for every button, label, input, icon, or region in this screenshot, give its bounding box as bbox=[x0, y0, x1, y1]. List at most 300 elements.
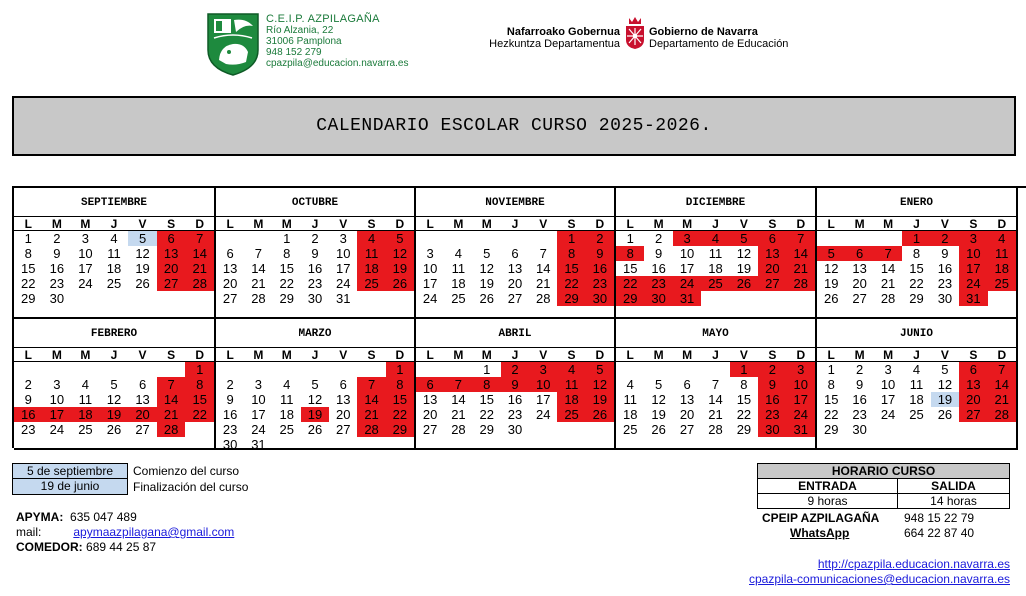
month-name: ABRIL bbox=[416, 319, 614, 348]
day-cell: 3 bbox=[339, 231, 347, 246]
day-cell: 22 bbox=[21, 276, 36, 291]
weekday-header: V bbox=[128, 217, 157, 231]
day-cell: 30 bbox=[507, 422, 523, 437]
empty-cell bbox=[444, 362, 472, 377]
day-cell: 23 bbox=[21, 422, 36, 437]
day-cell: 9 bbox=[856, 377, 864, 392]
day-cell: 1 bbox=[185, 362, 214, 377]
day-cell: 22 bbox=[279, 276, 294, 291]
day-cell: 5 bbox=[586, 362, 614, 377]
empty-cell bbox=[501, 231, 529, 246]
day-cell: 1 bbox=[730, 362, 758, 377]
day-cell: 14 bbox=[787, 246, 815, 261]
weekday-header: D bbox=[185, 217, 214, 231]
weekday-header: M bbox=[845, 217, 873, 231]
day-cell: 8 bbox=[912, 246, 921, 261]
empty-cell bbox=[644, 362, 672, 377]
day-cell: 26 bbox=[586, 407, 614, 422]
month-name: MARZO bbox=[216, 319, 414, 348]
day-cell: 6 bbox=[416, 377, 444, 392]
empty-cell bbox=[216, 362, 244, 377]
empty-cell bbox=[128, 437, 157, 452]
day-cell: 5 bbox=[128, 231, 157, 246]
day-cell: 13 bbox=[422, 392, 438, 407]
empty-cell bbox=[557, 437, 585, 452]
weekday-header: D bbox=[988, 217, 1016, 231]
day-cell: 4 bbox=[626, 377, 634, 392]
empty-cell bbox=[329, 362, 357, 377]
day-cell: 25 bbox=[451, 291, 466, 306]
day-cell: 20 bbox=[758, 261, 786, 276]
day-cell: 23 bbox=[307, 276, 323, 291]
weekday-header: V bbox=[128, 348, 157, 362]
day-cell: 29 bbox=[386, 422, 414, 437]
day-cell: 31 bbox=[251, 437, 266, 452]
weekday-header: S bbox=[557, 348, 585, 362]
day-cell: 21 bbox=[988, 392, 1016, 407]
day-cell: 22 bbox=[909, 276, 924, 291]
day-cell: 9 bbox=[311, 246, 319, 261]
day-cell: 12 bbox=[823, 261, 839, 276]
day-cell: 21 bbox=[708, 407, 723, 422]
day-cell: 7 bbox=[874, 246, 902, 261]
day-cell: 9 bbox=[655, 246, 663, 261]
day-cell: 4 bbox=[357, 231, 385, 246]
day-cell: 7 bbox=[157, 377, 186, 392]
day-cell: 17 bbox=[536, 392, 551, 407]
day-cell: 15 bbox=[479, 392, 494, 407]
day-cell: 26 bbox=[730, 276, 758, 291]
day-cell: 27 bbox=[959, 407, 987, 422]
weekday-header: M bbox=[644, 217, 672, 231]
empty-cell bbox=[701, 291, 729, 306]
calendar-title: CALENDARIO ESCOLAR CURSO 2025-2026. bbox=[12, 96, 1016, 156]
day-cell: 25 bbox=[106, 276, 122, 291]
day-cell: 28 bbox=[357, 422, 385, 437]
weekday-header: M bbox=[473, 348, 501, 362]
weekday-header: V bbox=[730, 348, 758, 362]
weekday-header: D bbox=[787, 348, 815, 362]
day-cell: 18 bbox=[357, 261, 385, 276]
day-cell: 28 bbox=[880, 291, 896, 306]
day-cell: 18 bbox=[557, 392, 585, 407]
empty-cell bbox=[416, 231, 444, 246]
day-cell: 20 bbox=[128, 407, 157, 422]
day-cell: 10 bbox=[529, 377, 557, 392]
day-cell: 4 bbox=[701, 231, 729, 246]
empty-cell bbox=[386, 437, 414, 452]
weekday-header: L bbox=[416, 217, 444, 231]
day-cell: 14 bbox=[708, 392, 723, 407]
day-cell: 24 bbox=[880, 407, 896, 422]
day-cell: 18 bbox=[708, 261, 723, 276]
day-cell: 22 bbox=[557, 276, 585, 291]
day-cell: 27 bbox=[157, 276, 186, 291]
empty-cell bbox=[616, 437, 644, 452]
weekday-header: S bbox=[157, 348, 186, 362]
month-8 bbox=[416, 319, 616, 450]
salida-time: 14 horas bbox=[898, 494, 1010, 509]
day-cell: 16 bbox=[14, 407, 43, 422]
day-cell: 27 bbox=[507, 291, 523, 306]
day-cell: 23 bbox=[586, 276, 614, 291]
day-cell: 7 bbox=[539, 246, 547, 261]
day-cell: 17 bbox=[78, 261, 93, 276]
day-cell: 11 bbox=[357, 246, 385, 261]
empty-cell bbox=[730, 291, 758, 306]
day-cell: 25 bbox=[557, 407, 585, 422]
empty-cell bbox=[787, 291, 815, 306]
day-cell: 11 bbox=[623, 392, 637, 407]
day-cell: 23 bbox=[222, 422, 238, 437]
legend-end-row bbox=[12, 479, 248, 495]
day-cell: 24 bbox=[251, 422, 266, 437]
weekday-header: S bbox=[758, 217, 786, 231]
day-cell: 12 bbox=[135, 246, 150, 261]
weekday-header: M bbox=[43, 217, 72, 231]
apyma-email-link[interactable]: apymaazpilagana@gmail.com bbox=[73, 525, 235, 539]
empty-cell bbox=[673, 437, 701, 452]
day-cell: 23 bbox=[644, 276, 672, 291]
empty-cell bbox=[730, 437, 758, 452]
day-cell: 2 bbox=[53, 231, 61, 246]
weekday-header: J bbox=[902, 348, 930, 362]
day-cell: 22 bbox=[823, 407, 839, 422]
day-cell: 13 bbox=[222, 261, 238, 276]
legend-end-text: Finalización del curso bbox=[133, 480, 249, 494]
day-cell: 8 bbox=[827, 377, 835, 392]
weekday-header: S bbox=[758, 348, 786, 362]
weekday-header: L bbox=[216, 348, 244, 362]
weekday-header: D bbox=[787, 217, 815, 231]
day-cell: 5 bbox=[817, 246, 845, 261]
day-cell: 7 bbox=[444, 377, 472, 392]
day-cell: 15 bbox=[185, 392, 214, 407]
empty-cell bbox=[673, 362, 701, 377]
school-info bbox=[266, 14, 408, 69]
empty-cell bbox=[416, 362, 444, 377]
weekday-header: V bbox=[931, 348, 959, 362]
day-cell: 23 bbox=[507, 407, 523, 422]
month-4 bbox=[616, 188, 817, 319]
weekday-header: M bbox=[673, 217, 701, 231]
day-cell: 2 bbox=[655, 231, 663, 246]
day-cell: 3 bbox=[884, 362, 892, 377]
apyma-phone: 635 047 489 bbox=[70, 510, 137, 524]
weekday-header: M bbox=[444, 217, 472, 231]
empty-cell bbox=[529, 231, 557, 246]
day-cell: 2 bbox=[758, 362, 786, 377]
day-cell: 21 bbox=[357, 407, 385, 422]
day-cell: 9 bbox=[24, 392, 32, 407]
day-cell: 17 bbox=[679, 261, 695, 276]
day-cell: 20 bbox=[422, 407, 438, 422]
weekday-header: M bbox=[644, 348, 672, 362]
navarra-crest-icon bbox=[624, 16, 646, 50]
day-cell: 1 bbox=[902, 231, 930, 246]
cpeip-phone: 948 15 22 79 bbox=[904, 511, 975, 525]
day-cell: 16 bbox=[758, 392, 786, 407]
day-cell: 14 bbox=[251, 261, 266, 276]
empty-cell bbox=[357, 362, 385, 377]
empty-cell bbox=[71, 362, 100, 377]
day-cell: 21 bbox=[536, 276, 551, 291]
empty-cell bbox=[157, 291, 186, 306]
day-cell: 9 bbox=[226, 392, 234, 407]
empty-cell bbox=[273, 437, 301, 452]
empty-cell bbox=[758, 291, 786, 306]
day-cell: 31 bbox=[959, 291, 987, 306]
school-calendar bbox=[12, 186, 1026, 452]
day-cell: 20 bbox=[157, 261, 186, 276]
day-cell: 8 bbox=[24, 246, 32, 261]
day-cell: 28 bbox=[708, 422, 723, 437]
day-cell: 13 bbox=[157, 246, 186, 261]
gov-basque-name: Nafarroako Gobernua bbox=[506, 26, 620, 38]
day-cell: 28 bbox=[536, 291, 551, 306]
day-cell: 22 bbox=[185, 407, 214, 422]
empty-cell bbox=[185, 437, 214, 452]
day-cell: 8 bbox=[386, 377, 414, 392]
day-cell: 10 bbox=[959, 246, 987, 261]
day-cell: 12 bbox=[307, 392, 323, 407]
day-cell: 11 bbox=[708, 246, 723, 261]
empty-cell bbox=[473, 437, 501, 452]
day-cell: 28 bbox=[185, 276, 214, 291]
communications-email-link[interactable]: cpazpila-comunicaciones@educacion.navarra.es bbox=[749, 572, 1010, 586]
day-cell: 13 bbox=[336, 392, 351, 407]
day-cell: 3 bbox=[53, 377, 61, 392]
day-cell: 16 bbox=[586, 261, 614, 276]
day-cell: 12 bbox=[937, 377, 953, 392]
salida-label: SALIDA bbox=[898, 479, 1010, 494]
empty-cell bbox=[501, 437, 529, 452]
day-cell: 26 bbox=[479, 291, 494, 306]
day-cell: 19 bbox=[479, 276, 494, 291]
day-cell: 1 bbox=[283, 231, 291, 246]
day-cell: 2 bbox=[311, 231, 319, 246]
day-cell: 24 bbox=[422, 291, 438, 306]
day-cell: 23 bbox=[49, 276, 65, 291]
empty-cell bbox=[244, 231, 272, 246]
weekday-header: L bbox=[817, 217, 845, 231]
gov-spanish-text bbox=[649, 26, 788, 50]
month-1 bbox=[14, 188, 216, 319]
comedor-phone: 689 44 25 87 bbox=[86, 540, 157, 554]
day-cell: 19 bbox=[100, 407, 129, 422]
day-cell: 6 bbox=[959, 362, 987, 377]
day-cell: 10 bbox=[78, 246, 93, 261]
weekday-header: S bbox=[557, 217, 585, 231]
day-cell: 27 bbox=[222, 291, 238, 306]
weekday-header: M bbox=[845, 348, 873, 362]
day-cell: 28 bbox=[988, 407, 1016, 422]
empty-cell bbox=[444, 231, 472, 246]
empty-cell bbox=[988, 422, 1016, 437]
school-address: Río Alzania, 22 bbox=[266, 25, 334, 36]
empty-cell bbox=[100, 291, 129, 306]
empty-cell bbox=[931, 437, 959, 452]
weekday-header: D bbox=[586, 217, 614, 231]
day-cell: 20 bbox=[222, 276, 238, 291]
empty-cell bbox=[959, 422, 987, 437]
mail-label: mail: bbox=[16, 525, 42, 539]
day-cell: 16 bbox=[507, 392, 523, 407]
day-cell: 8 bbox=[740, 377, 748, 392]
weekday-header: M bbox=[273, 348, 301, 362]
empty-cell bbox=[416, 437, 444, 452]
month-2 bbox=[216, 188, 416, 319]
empty-cell bbox=[157, 437, 186, 452]
day-cell: 25 bbox=[988, 276, 1016, 291]
empty-cell bbox=[100, 362, 129, 377]
day-cell: 13 bbox=[959, 377, 987, 392]
day-cell: 5 bbox=[110, 377, 118, 392]
empty-cell bbox=[902, 422, 930, 437]
day-cell: 13 bbox=[852, 261, 867, 276]
day-cell: 10 bbox=[679, 246, 695, 261]
day-cell: 31 bbox=[673, 291, 701, 306]
empty-cell bbox=[644, 437, 672, 452]
day-cell: 13 bbox=[135, 392, 150, 407]
weekday-header: J bbox=[701, 348, 729, 362]
day-cell: 7 bbox=[357, 377, 385, 392]
day-cell: 12 bbox=[736, 246, 752, 261]
month-name: NOVIEMBRE bbox=[416, 188, 614, 217]
weekday-header: J bbox=[301, 348, 329, 362]
website-link[interactable]: http://cpazpila.educacion.navarra.es bbox=[817, 557, 1010, 571]
day-cell: 14 bbox=[157, 392, 186, 407]
schedule-table bbox=[757, 463, 1010, 509]
day-cell: 6 bbox=[758, 231, 786, 246]
gov-basque-department: Hezkuntza Departamentua bbox=[489, 38, 620, 50]
day-cell: 27 bbox=[852, 291, 867, 306]
day-cell: 5 bbox=[655, 377, 663, 392]
day-cell: 18 bbox=[909, 392, 924, 407]
day-cell: 21 bbox=[185, 261, 214, 276]
weekday-header: J bbox=[301, 217, 329, 231]
day-cell: 11 bbox=[107, 246, 121, 261]
day-cell: 4 bbox=[81, 377, 90, 392]
empty-cell bbox=[529, 422, 557, 437]
legend-start-row bbox=[12, 463, 248, 479]
day-cell: 7 bbox=[254, 246, 263, 261]
entrada-label: ENTRADA bbox=[758, 479, 898, 494]
month-10 bbox=[817, 319, 1018, 450]
day-cell: 11 bbox=[78, 392, 93, 407]
month-name: FEBRERO bbox=[14, 319, 214, 348]
day-cell: 20 bbox=[852, 276, 867, 291]
weekday-header: M bbox=[874, 217, 902, 231]
day-cell: 9 bbox=[501, 377, 529, 392]
weekday-header: J bbox=[902, 217, 930, 231]
day-cell: 17 bbox=[43, 407, 72, 422]
day-cell: 11 bbox=[279, 392, 294, 407]
day-cell: 29 bbox=[736, 422, 752, 437]
empty-cell bbox=[71, 437, 100, 452]
day-cell: 16 bbox=[49, 261, 65, 276]
day-cell: 24 bbox=[78, 276, 93, 291]
weekday-header: M bbox=[874, 348, 902, 362]
month-9 bbox=[616, 319, 817, 450]
day-cell: 4 bbox=[110, 231, 118, 246]
day-cell: 21 bbox=[251, 276, 266, 291]
day-cell: 11 bbox=[557, 377, 585, 392]
day-cell: 19 bbox=[823, 276, 839, 291]
day-cell: 30 bbox=[937, 291, 953, 306]
day-cell: 25 bbox=[622, 422, 638, 437]
day-cell: 3 bbox=[959, 231, 987, 246]
empty-cell bbox=[473, 231, 501, 246]
day-cell: 29 bbox=[479, 422, 494, 437]
day-cell: 17 bbox=[422, 276, 438, 291]
empty-cell bbox=[586, 437, 614, 452]
weekday-header: J bbox=[100, 217, 129, 231]
empty-cell bbox=[931, 422, 959, 437]
weekday-header: D bbox=[988, 348, 1016, 362]
day-cell: 2 bbox=[931, 231, 959, 246]
day-cell: 9 bbox=[941, 246, 949, 261]
empty-cell bbox=[273, 362, 301, 377]
day-cell: 26 bbox=[386, 276, 414, 291]
day-cell: 10 bbox=[880, 377, 896, 392]
day-cell: 6 bbox=[339, 377, 347, 392]
day-cell: 4 bbox=[988, 231, 1016, 246]
day-cell: 28 bbox=[251, 291, 266, 306]
empty-cell bbox=[157, 362, 186, 377]
empty-cell bbox=[43, 437, 72, 452]
day-cell: 7 bbox=[185, 231, 214, 246]
weekday-header: M bbox=[673, 348, 701, 362]
weekday-header: M bbox=[244, 348, 272, 362]
weekday-header: L bbox=[14, 348, 43, 362]
day-cell: 16 bbox=[307, 261, 323, 276]
weekday-header: D bbox=[185, 348, 214, 362]
day-cell: 25 bbox=[909, 407, 924, 422]
day-cell: 20 bbox=[959, 392, 987, 407]
day-cell: 27 bbox=[422, 422, 438, 437]
day-cell: 22 bbox=[616, 276, 644, 291]
day-cell: 4 bbox=[283, 377, 291, 392]
day-cell: 26 bbox=[135, 276, 150, 291]
day-cell: 14 bbox=[536, 261, 551, 276]
empty-cell bbox=[357, 437, 385, 452]
day-cell: 18 bbox=[279, 407, 294, 422]
empty-cell bbox=[301, 362, 329, 377]
weekday-header: S bbox=[157, 217, 186, 231]
empty-cell bbox=[817, 231, 845, 246]
day-cell: 26 bbox=[937, 407, 953, 422]
empty-cell bbox=[902, 437, 930, 452]
empty-cell bbox=[301, 437, 329, 452]
day-cell: 8 bbox=[616, 246, 644, 261]
empty-cell bbox=[128, 362, 157, 377]
day-cell: 15 bbox=[823, 392, 839, 407]
day-cell: 25 bbox=[78, 422, 93, 437]
day-cell: 15 bbox=[557, 261, 585, 276]
day-cell: 25 bbox=[701, 276, 729, 291]
weekday-header: V bbox=[931, 217, 959, 231]
day-cell: 17 bbox=[787, 392, 815, 407]
day-cell: 14 bbox=[185, 246, 214, 261]
weekday-header: M bbox=[473, 217, 501, 231]
legend-end-date: 19 de junio bbox=[12, 479, 128, 495]
day-cell: 14 bbox=[880, 261, 896, 276]
day-cell: 18 bbox=[988, 261, 1016, 276]
weekday-header: J bbox=[100, 348, 129, 362]
empty-cell bbox=[128, 291, 157, 306]
day-cell: 6 bbox=[511, 246, 519, 261]
